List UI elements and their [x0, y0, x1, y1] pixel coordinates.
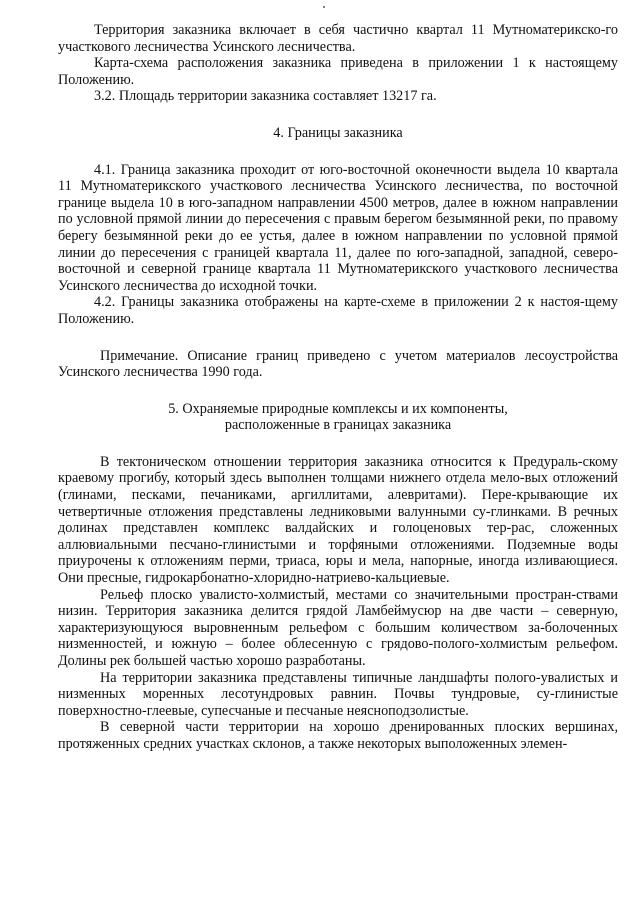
section-heading-borders: 4. Границы заказника [273, 124, 403, 141]
paragraph-tectonics: В тектоническом отношении территория заказника относится к Предураль-скому краевому прогибу, который здесь выполнен толщами нижнего отдела мело-вых отложений (глинами, песками, печаниками, аргиллитами, алевритами). Пере-крывающие их четвертичные отложения представлены ледниковыми валунными су-глинками. В речных долинах представлен комплекс валдайских и голоценовых тер-рас, сложенных аллювиальными песчано-глинистыми и торфяными отложениями. Подземные воды приурочены к отложениям перми, триаса, юры и мела, напорные, иногда изливающиеся. Они пресные, гидрокарбонатно-хлоридно-натриево-кальциевые. [58, 453, 618, 587]
paragraph-relief: Рельеф плоско увалисто-холмистый, местами со значительными простран-ствами низин. Территория заказника делится грядой Ламбеймусюр на две части – северную, характеризующуюся выровненным рельефом с большим количеством за-болоченных низменностей, и южную – более облесенную с грядово-полого-холмистым рельефом. Долины рек большей частью хорошо разработаны. [58, 586, 618, 669]
paragraph-map-scheme: Карта-схема расположения заказника приведена в приложении 1 к настоящему Положению. [58, 55, 618, 88]
paragraph-border-description: 4.1. Граница заказника проходит от юго-восточной оконечности выдела 10 квартала 11 Мутноматерикского участкового лесничества Усинского лесничества, по восточной границе выдела 10 в юго-западном направлении 4500 метров, далее в южном направлении по условной прямой линии до пересечения с правым берегом безымянной реки, по правому берегу безымянной реки до ее устья, далее в южном направлении по условной прямой линии до пересечения с границей квартала 11, далее по юго-западной, западной, северо-восточной и северной границе квартала 11 Мутноматерикского участкового лесничества Усинского лесничества до исходной точки. [58, 161, 618, 294]
paragraph-territory: Территория заказника включает в себя частично квартал 11 Мутноматерикско-го участкового лесничества Усинского лесничества. [58, 22, 618, 55]
section-heading-protected-line2: расположенные в границах заказника [224, 417, 452, 434]
paragraph-area: 3.2. Площадь территории заказника составляет 13217 га. [94, 88, 437, 105]
paragraph-landscapes: На территории заказника представлены типичные ландшафты полого-увалистых и низменных моренных лесотундровых равнин. Почвы тундровые, су-глинистые поверхностно-глеевые, супесчаные и песчаные неясноподзолистые. [58, 669, 618, 719]
paragraph-northern-part: В северной части территории на хорошо дренированных плоских вершинах, протяженных средних участках склонов, а также некоторых выположенных элемен- [58, 719, 618, 752]
paragraph-note: Примечание. Описание границ приведено с учетом материалов лесоустройства Усинского лесничества 1990 года. [58, 347, 618, 381]
scan-speck [323, 6, 325, 8]
section-heading-protected-line1: 5. Охраняемые природные комплексы и их компоненты, [168, 400, 508, 417]
paragraph-border-map: 4.2. Границы заказника отображены на карте-схеме в приложении 2 к настоя-щему Положению. [58, 294, 618, 327]
